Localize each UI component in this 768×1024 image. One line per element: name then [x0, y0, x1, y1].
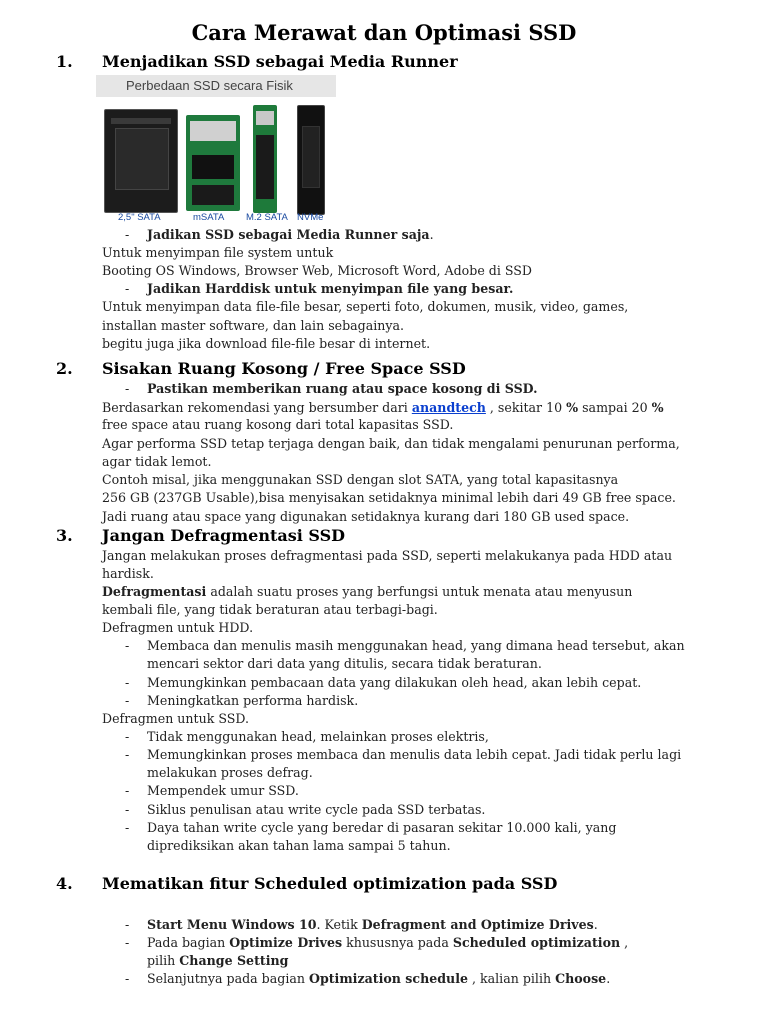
list-item-continuation: diprediksikan akan tahan lama sampai 5 tahun. [147, 838, 451, 853]
list-item-continuation: melakukan proses defrag. [147, 765, 313, 780]
paragraph-line: Contoh misal, jika menggunakan SSD dengan slot SATA, yang total kapasitasnya [102, 472, 619, 487]
document-title: Cara Merawat dan Optimasi SSD [191, 20, 577, 45]
paragraph-line: hardisk. [102, 566, 154, 581]
ssd-m2-sata-image [253, 105, 277, 213]
anandtech-link[interactable]: anandtech [411, 400, 486, 415]
ssd-physical-comparison-image [96, 75, 336, 225]
ssd-2-5-sata-image [104, 109, 178, 213]
paragraph-line: free space atau ruang kosong dari total kapasitas SSD. [102, 417, 454, 432]
ssd-nvme-image [297, 105, 325, 215]
paragraph-line: Defragmentasi adalah suatu proses yang berfungsi untuk menata atau menyusun [102, 584, 633, 599]
paragraph-line: kembali file, yang tidak beraturan atau terbagi-bagi. [102, 602, 438, 617]
label-2-5-sata: 2,5" SATA [118, 212, 161, 223]
label-nvme: NVMe [297, 212, 324, 223]
paragraph-line: Untuk menyimpan data file-file besar, seperti foto, dokumen, musik, video, games, [102, 299, 629, 314]
label-m2-sata: M.2 SATA [246, 212, 288, 223]
paragraph-line: Untuk menyimpan file system untuk [102, 245, 334, 260]
ssd-msata-image [186, 115, 240, 211]
list-item-continuation: mencari sektor dari data yang ditulis, secara tidak beraturan. [147, 656, 542, 671]
paragraph-line: Agar performa SSD tetap terjaga dengan baik, dan tidak mengalami penurunan performa, [102, 436, 680, 451]
figure-caption: Perbedaan SSD secara Fisik [96, 75, 336, 97]
paragraph-line: Berdasarkan rekomendasi yang bersumber dari anandtech , sekitar 10 % sampai 20 % [102, 400, 664, 415]
paragraph-line: begitu juga jika download file-file besar di internet. [102, 336, 431, 351]
paragraph-line: Defragmen untuk HDD. [102, 620, 254, 635]
paragraph-line: agar tidak lemot. [102, 454, 212, 469]
paragraph-line: Jadi ruang atau space yang digunakan setidaknya kurang dari 180 GB used space. [102, 509, 630, 524]
paragraph-line: Booting OS Windows, Browser Web, Microsoft Word, Adobe di SSD [102, 263, 532, 278]
paragraph-line: installan master software, dan lain sebagainya. [102, 318, 405, 333]
label-msata: mSATA [193, 212, 225, 223]
paragraph-line: Defragmen untuk SSD. [102, 711, 250, 726]
paragraph-line: 256 GB (237GB Usable),bisa menyisakan setidaknya minimal lebih dari 49 GB free space. [102, 490, 676, 505]
list-item-continuation: pilih Change Setting [147, 953, 289, 968]
paragraph-line: Jangan melakukan proses defragmentasi pada SSD, seperti melakukanya pada HDD atau [102, 548, 673, 563]
